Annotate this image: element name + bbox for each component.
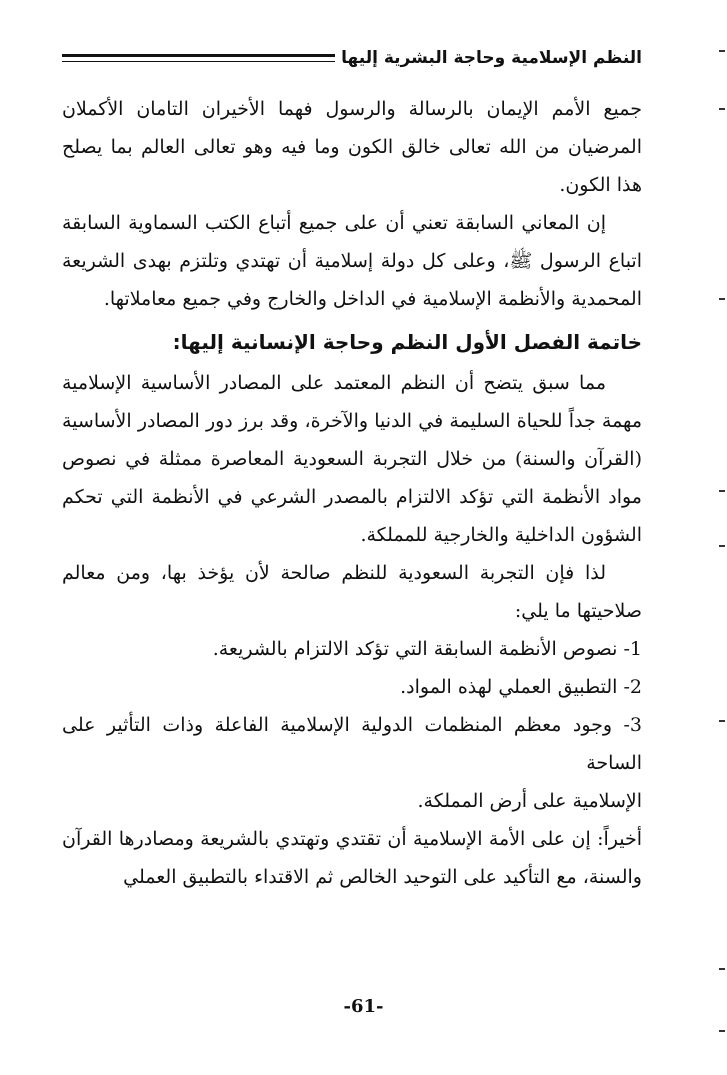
list-item-continuation: الإسلامية على أرض المملكة. bbox=[417, 790, 642, 812]
paragraph: مما سبق يتضح أن النظم المعتمد على المصادر الأساسية الإسلامية مهمة جداً للحياة السليمة في الدنيا والآخرة، وقد برز دور المصادر الأساسية (القرآن والسنة) من خلال التجربة السعودية المعاصرة ممثلة في نصوص مواد الأنظمة التي تؤكد الالتزام بالمصدر الشرعي في الأنظمة التي تحكم الشؤون الداخلية والخارجية للمملكة. bbox=[62, 372, 642, 546]
list-item bbox=[62, 630, 642, 668]
list-item-number: 1- bbox=[623, 638, 642, 660]
list-item-text: التطبيق العملي لهذه المواد. bbox=[400, 676, 618, 698]
edge-mark bbox=[719, 968, 725, 970]
body-text bbox=[62, 90, 642, 896]
paragraph: جميع الأمم الإيمان بالرسالة والرسول فهما الأخيران التامان الأكملان المرضيان من الله تعالى خالق الكون وما فيه وهو تعالى العالم بما يصلح هذا الكون. bbox=[62, 98, 642, 196]
list-item bbox=[62, 668, 642, 706]
list-item-text: نصوص الأنظمة السابقة التي تؤكد الالتزام بالشريعة. bbox=[212, 638, 618, 660]
paragraph: إن المعاني السابقة تعني أن على جميع أتباع الكتب السماوية السابقة اتباع الرسول ﷺ، وعلى كل دولة إسلامية أن تهتدي وتلتزم بهدى الشريعة المحمدية والأنظمة الإسلامية في الداخل والخارج وفي جميع معاملاتها. bbox=[62, 212, 642, 310]
list-item-number: 2- bbox=[623, 676, 642, 698]
edge-mark bbox=[719, 50, 725, 52]
edge-mark bbox=[719, 108, 725, 110]
edge-mark bbox=[719, 298, 725, 300]
edge-mark bbox=[719, 490, 725, 492]
paragraph: أخيراً: إن على الأمة الإسلامية أن تقتدي وتهتدي بالشريعة ومصادرها القرآن والسنة، مع التأكيد على التوحيد الخالص ثم الاقتداء بالتطبيق العملي bbox=[62, 828, 642, 888]
list-item-text: وجود معظم المنظمات الدولية الإسلامية الفاعلة وذات التأثير على الساحة bbox=[62, 714, 642, 774]
paragraph: لذا فإن التجربة السعودية للنظم صالحة لأن يؤخذ بها، ومن معالم صلاحيتها ما يلي: bbox=[62, 562, 642, 622]
list-item bbox=[62, 706, 642, 782]
list-item-number: 3- bbox=[623, 714, 642, 736]
page-number: -61- bbox=[343, 996, 384, 1017]
header-rule bbox=[62, 54, 335, 62]
edge-mark bbox=[719, 545, 725, 547]
running-header-title: النظم الإسلامية وحاجة البشرية إليها bbox=[341, 48, 642, 68]
edge-mark bbox=[719, 720, 725, 722]
book-page bbox=[62, 40, 642, 896]
running-header bbox=[62, 40, 642, 76]
section-heading: خاتمة الفصل الأول النظم وحاجة الإنسانية إليها: bbox=[172, 330, 642, 354]
edge-mark bbox=[719, 1030, 725, 1032]
